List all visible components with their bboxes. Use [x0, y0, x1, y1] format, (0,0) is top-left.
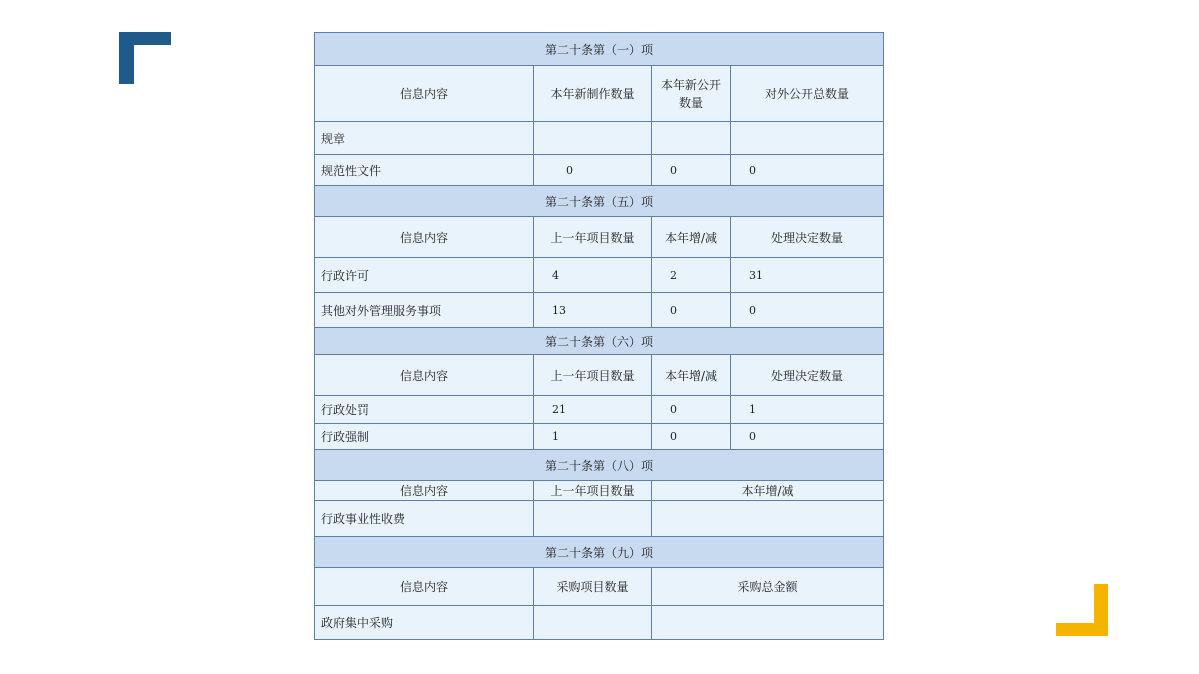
value-cell	[652, 501, 884, 537]
table-row	[315, 396, 884, 424]
value-cell: 21	[534, 396, 652, 424]
header-cell: 上一年项目数量	[534, 481, 652, 501]
header-cell: 信息内容	[315, 355, 534, 396]
header-cell: 处理决定数量	[731, 217, 884, 258]
column-header-row	[315, 217, 884, 258]
section-header-row	[315, 328, 884, 355]
header-cell: 采购项目数量	[534, 568, 652, 606]
row-label: 行政许可	[315, 258, 534, 293]
value-cell	[534, 122, 652, 155]
row-label: 行政事业性收费	[315, 501, 534, 537]
corner-bar-vertical	[119, 32, 134, 84]
header-cell: 本年新制作数量	[534, 66, 652, 122]
value-cell: 1	[731, 396, 884, 424]
section-header-row	[315, 33, 884, 66]
value-cell: 13	[534, 293, 652, 328]
table-row	[315, 501, 884, 537]
value-cell: 0	[652, 424, 731, 450]
header-cell: 处理决定数量	[731, 355, 884, 396]
table-row	[315, 606, 884, 640]
column-header-row	[315, 568, 884, 606]
header-cell: 上一年项目数量	[534, 217, 652, 258]
row-label: 其他对外管理服务事项	[315, 293, 534, 328]
row-label: 规章	[315, 122, 534, 155]
value-cell	[731, 122, 884, 155]
table-row	[315, 424, 884, 450]
header-cell: 信息内容	[315, 481, 534, 501]
section-header-row	[315, 450, 884, 481]
section-title: 第二十条第（八）项	[315, 450, 884, 481]
table-row	[315, 258, 884, 293]
value-cell: 0	[731, 155, 884, 186]
row-label: 行政强制	[315, 424, 534, 450]
header-cell: 信息内容	[315, 66, 534, 122]
header-cell: 本年增/减	[652, 217, 731, 258]
value-cell: 0	[652, 155, 731, 186]
table-row	[315, 155, 884, 186]
section-title: 第二十条第（九）项	[315, 537, 884, 568]
row-label: 政府集中采购	[315, 606, 534, 640]
header-cell: 上一年项目数量	[534, 355, 652, 396]
value-cell: 0	[652, 396, 731, 424]
header-cell: 本年新公开数量	[652, 66, 731, 122]
column-header-row	[315, 355, 884, 396]
table-row	[315, 293, 884, 328]
table-row	[315, 122, 884, 155]
value-cell: 0	[534, 155, 652, 186]
value-cell: 31	[731, 258, 884, 293]
header-cell: 本年增/减	[652, 355, 731, 396]
value-cell	[652, 606, 884, 640]
section-title: 第二十条第（六）项	[315, 328, 884, 355]
section-header-row	[315, 537, 884, 568]
header-cell: 信息内容	[315, 217, 534, 258]
header-cell: 本年增/减	[652, 481, 884, 501]
corner-bar-vertical	[1094, 584, 1108, 636]
section-header-row	[315, 186, 884, 217]
value-cell: 4	[534, 258, 652, 293]
section-title: 第二十条第（五）项	[315, 186, 884, 217]
header-cell: 采购总金额	[652, 568, 884, 606]
value-cell: 1	[534, 424, 652, 450]
value-cell: 0	[731, 424, 884, 450]
row-label: 行政处罚	[315, 396, 534, 424]
value-cell	[652, 122, 731, 155]
value-cell	[534, 501, 652, 537]
column-header-row	[315, 481, 884, 501]
value-cell: 2	[652, 258, 731, 293]
value-cell: 0	[652, 293, 731, 328]
value-cell: 0	[731, 293, 884, 328]
header-cell: 对外公开总数量	[731, 66, 884, 122]
corner-decoration-top-left	[119, 32, 171, 84]
value-cell	[534, 606, 652, 640]
section-title: 第二十条第（一）项	[315, 33, 884, 66]
disclosure-table	[314, 32, 884, 640]
column-header-row	[315, 66, 884, 122]
row-label: 规范性文件	[315, 155, 534, 186]
corner-decoration-bottom-right	[1056, 584, 1108, 636]
header-cell: 信息内容	[315, 568, 534, 606]
